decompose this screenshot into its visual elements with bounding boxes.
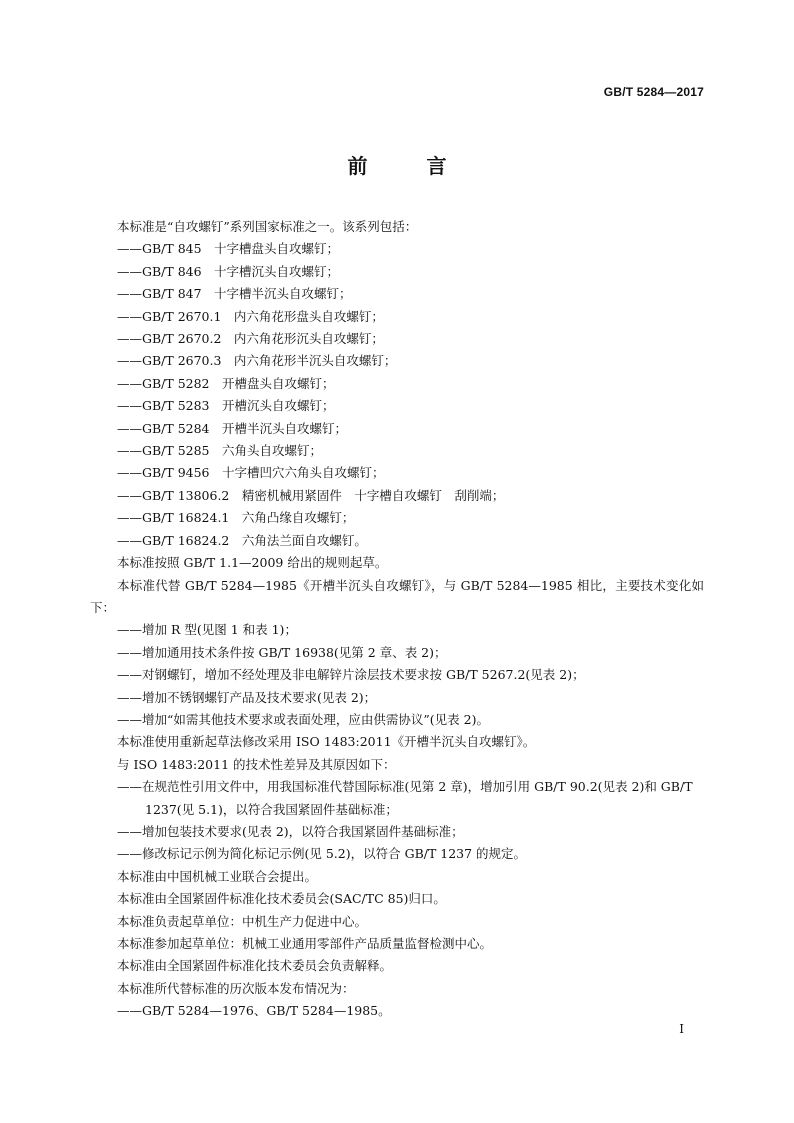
iso-diff-item: ——在规范性引用文件中，用我国标准代替国际标准(见第 2 章)，增加引用 GB/T 90.2(见表 2)和 GB/T 1237(见 5.1)，以符合我国紧固件基础标准； — [117, 779, 693, 817]
series-item: ——GB/T 5285 六角头自攻螺钉； — [117, 443, 323, 459]
history-item: ——GB/T 5284—1976、GB/T 5284—1985。 — [117, 1003, 391, 1019]
closing-paragraph: 本标准负责起草单位：中机生产力促进中心。 — [117, 913, 368, 929]
series-item: ——GB/T 845 十字槽盘头自攻螺钉； — [117, 241, 340, 257]
iso-diff-intro-paragraph: 与 ISO 1483:2011 的技术性差异及其原因如下： — [117, 756, 396, 772]
series-item: ——GB/T 16824.2 六角法兰面自攻螺钉。 — [117, 532, 367, 548]
series-item: ——GB/T 5283 开槽沉头自攻螺钉； — [117, 398, 335, 414]
series-item: ——GB/T 2670.2 内六角花形沉头自攻螺钉； — [117, 331, 384, 347]
series-item: ——GB/T 5282 开槽盘头自攻螺钉； — [117, 375, 335, 391]
closing-paragraph: 本标准由中国机械工业联合会提出。 — [117, 868, 318, 884]
change-item: ——对钢螺钉，增加不经处理及非电解锌片涂层技术要求按 GB/T 5267.2(见表 2)； — [117, 667, 585, 683]
closing-paragraph: 本标准由全国紧固件标准化技术委员会负责解释。 — [117, 958, 393, 974]
replace-statement-paragraph: 本标准代替 GB/T 5284—1985《开槽半沉头自攻螺钉》，与 GB/T 5284—1985 相比，主要技术变化如下： — [90, 577, 704, 615]
series-item: ——GB/T 2670.3 内六角花形半沉头自攻螺钉； — [117, 353, 397, 369]
closing-paragraph: 本标准参加起草单位：机械工业通用零部件产品质量监督检测中心。 — [117, 936, 493, 951]
series-item: ——GB/T 13806.2 精密机械用紧固件 十字槽自攻螺钉 刮削端； — [117, 487, 505, 503]
series-item: ——GB/T 847 十字槽半沉头自攻螺钉； — [117, 286, 352, 302]
change-item: ——增加“如需其他技术要求或表面处理，应由供需协议”(见表 2)。 — [117, 711, 489, 727]
drafting-rule-paragraph: 本标准按照 GB/T 1.1—2009 给出的规则起草。 — [117, 555, 388, 571]
intro-paragraph: 本标准是“自攻螺钉”系列国家标准之一。该系列包括： — [117, 219, 418, 234]
iso-diff-item: ——增加包装技术要求(见表 2)，以符合我国紧固件基础标准； — [117, 823, 464, 839]
series-item: ——GB/T 5284 开槽半沉头自攻螺钉； — [117, 420, 348, 436]
iso-statement-paragraph: 本标准使用重新起草法修改采用 ISO 1483:2011《开槽半沉头自攻螺钉》。 — [117, 734, 536, 750]
closing-paragraph: 本标准由全国紧固件标准化技术委员会(SAC/TC 85)归口。 — [117, 891, 446, 907]
change-item: ——增加 R 型(见图 1 和表 1)； — [117, 622, 297, 638]
page-title: 前 言 — [347, 154, 473, 178]
change-item: ——增加通用技术条件按 GB/T 16938(见第 2 章、表 2)； — [117, 644, 447, 660]
iso-diff-item: ——修改标记示例为简化标记示例(见 5.2)，以符合 GB/T 1237 的规定。 — [117, 846, 527, 862]
series-item: ——GB/T 846 十字槽沉头自攻螺钉； — [117, 263, 340, 279]
series-item: ——GB/T 2670.1 内六角花形盘头自攻螺钉； — [117, 308, 384, 324]
closing-paragraph: 本标准所代替标准的历次版本发布情况为： — [117, 980, 355, 996]
foreword-body — [90, 216, 704, 1023]
series-item: ——GB/T 16824.1 六角凸缘自攻螺钉； — [117, 510, 355, 526]
series-item: ——GB/T 9456 十字槽凹穴六角头自攻螺钉； — [117, 465, 385, 481]
document-code: GB/T 5284—2017 — [603, 85, 704, 99]
change-item: ——增加不锈钢螺钉产品及技术要求(见表 2)； — [117, 689, 377, 705]
page-number: I — [679, 1022, 684, 1036]
